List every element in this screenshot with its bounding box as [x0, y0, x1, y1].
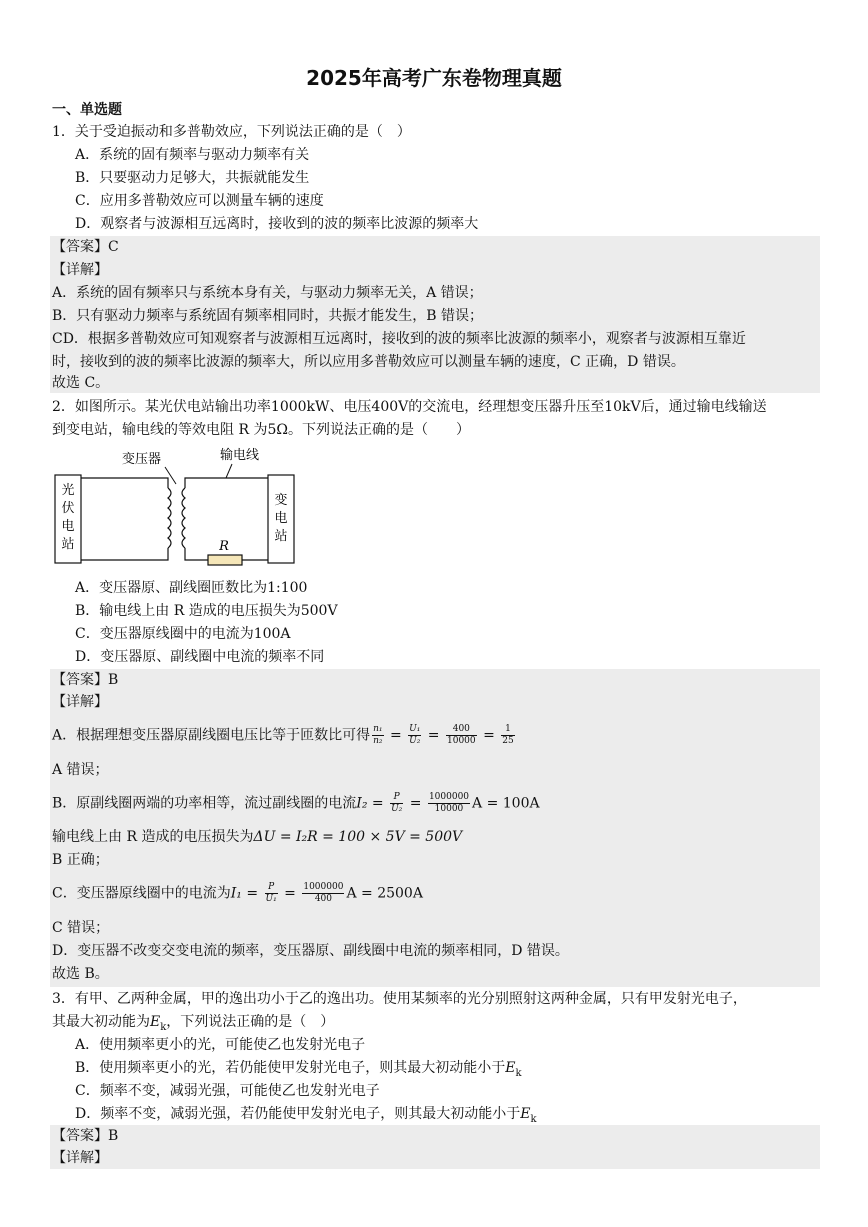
frac-den: 400	[314, 894, 332, 904]
transmission-line-label: 输电线	[220, 448, 260, 463]
q3-option-b-sub: k	[515, 1067, 522, 1079]
q2-option-c: C．变压器原线圈中的电流为100A	[75, 626, 291, 642]
q3-option-b-text: B．使用频率更小的光，若仍能使甲发射光电子，则其最大初动能小于	[75, 1060, 506, 1076]
q2-ex-b-frac-symbolic	[390, 792, 403, 815]
q2-ex-b-loss-formula: ΔU = I₂R = 100 × 5V = 500V	[253, 829, 463, 845]
frac-num: 1000000	[428, 792, 470, 802]
pv-station-char-3: 电	[61, 519, 75, 534]
secondary-wire-bottom-left	[185, 548, 208, 560]
q1-option-b: B．只要驱动力足够大，共振就能发生	[75, 170, 310, 186]
q2-ex-c-tail: A = 2500A	[346, 885, 423, 902]
q2-explanation-d: D．变压器不改变交变电流的频率，变压器原、副线圈中电流的频率相同，D 错误。	[52, 943, 569, 959]
q2-ex-b-var: I₂	[356, 795, 368, 812]
q1-explanation-cd: CD．根据多普勒效应可知观察者与波源相互远离时，接收到的波的频率比波源的频率小，观察者与波源相互靠近	[52, 331, 746, 347]
frac-num: P	[390, 792, 403, 804]
q3-option-b	[75, 1058, 522, 1084]
q2-ex-b-result: B 正确；	[52, 852, 109, 868]
q1-option-a: A．系统的固有频率与驱动力频率有关	[75, 147, 310, 163]
frac-den: 10000	[447, 736, 476, 746]
q3-stem-line1: 3．有甲、乙两种金属，甲的逸出功小于乙的逸出功。使用某频率的光分别照射这两种金属，只有甲发射光电子，	[52, 991, 747, 1007]
page-title: 2025年高考广东卷物理真题	[306, 66, 562, 90]
q2-ex-c-var: I₁	[230, 885, 242, 902]
q2-ex-a-result: A 错误；	[52, 762, 109, 778]
q1-explanation-cd-cont: 时，接收到的波的频率比波源的频率大，所以应用多普勒效应可以测量车辆的速度，C 正确，D 错误。	[52, 354, 685, 370]
q2-ex-a-text: A．根据理想变压器原副线圈电压比等于匝数比可得	[52, 727, 371, 744]
frac-num: P	[265, 882, 278, 894]
q1-detail-label: 【详解】	[52, 262, 108, 278]
frac-den: 10000	[434, 804, 464, 814]
pv-station-char-1: 光	[61, 483, 75, 498]
q3-detail-label: 【详解】	[52, 1150, 108, 1166]
q2-ex-c-frac-values	[302, 882, 344, 905]
q2-ex-b-text: B．原副线圈两端的功率相等，流过副线圈的电流	[52, 795, 357, 812]
q3-stem-post: ，下列说法正确的是（ ）	[166, 1014, 335, 1030]
q3-stem-line2	[52, 1012, 334, 1038]
q3-stem-var: E	[150, 1014, 161, 1030]
q3-option-c: C．频率不变，减弱光强，可能使乙也发射光电子	[75, 1083, 380, 1099]
q2-explanation-a: A．根据理想变压器原副线圈电压比等于匝数比可得 $\frac{\text{n₁}}{\text{n₂}}$ = $\frac{\text{U₁}}{\text{U₂}}$ = $\frac{400}{10000}$ = $\frac{1}{25}$	[52, 724, 514, 746]
q1-answer: 【答案】C	[52, 239, 119, 255]
circuit-diagram	[50, 442, 310, 572]
transmission-line-pointer	[226, 464, 232, 478]
q3-option-d-sub: k	[530, 1113, 537, 1125]
frac-num: 1000000	[303, 882, 344, 892]
primary-wire	[81, 478, 168, 488]
q3-stem-sub: k	[160, 1021, 167, 1033]
q2-conclusion: 故选 B。	[52, 966, 109, 982]
q1-conclusion: 故选 C。	[52, 375, 110, 391]
q2-explanation-c: C．变压器原线圈中的电流为I₁ = $\frac{P}{\text{U₁}}$ = $\frac{1000000}{400}$ A = 2500A	[52, 882, 423, 904]
frac-num: 1	[501, 724, 514, 736]
q2-ex-b-tail: A = 100A	[472, 795, 540, 812]
primary-coil	[168, 488, 171, 548]
q1-explanation-a: A．系统的固有频率只与系统本身有关，与驱动力频率无关，A 错误；	[52, 285, 483, 301]
q2-ex-c-text: C．变压器原线圈中的电流为	[52, 885, 231, 902]
transformer-label: 变压器	[122, 452, 162, 467]
q3-option-d-text: D．频率不变，减弱光强，若仍能使甲发射光电子，则其最大初动能小于	[75, 1106, 521, 1122]
q2-ex-a-frac-result	[501, 724, 514, 747]
q3-option-b-var: E	[505, 1060, 516, 1076]
pv-station-char-2: 伏	[61, 501, 75, 516]
q1-stem: 1．关于受迫振动和多普勒效应，下列说法正确的是（ ）	[52, 124, 411, 140]
frac-den: n₂	[373, 736, 383, 746]
q3-answer: 【答案】B	[52, 1128, 119, 1144]
frac-num: 400	[446, 724, 477, 736]
q2-ex-c-frac-symbolic	[265, 882, 278, 905]
transformer-pointer	[165, 467, 176, 484]
q2-ex-a-frac-values	[446, 724, 477, 747]
q2-option-d: D．变压器原、副线圈中电流的频率不同	[75, 649, 325, 665]
pv-station-char-4: 站	[61, 537, 75, 552]
frac-den: U₁	[265, 894, 277, 904]
q2-answer: 【答案】B	[52, 672, 119, 688]
resistor	[208, 555, 242, 565]
substation-char-1: 变	[274, 493, 288, 508]
q3-solution-block	[50, 1125, 820, 1169]
substation-char-3: 站	[274, 529, 288, 544]
secondary-coil	[182, 488, 185, 548]
q1-option-d: D．观察者与波源相互远离时，接收到的波的频率比波源的频率大	[75, 216, 479, 232]
q2-ex-b-loss	[52, 827, 462, 847]
q2-stem-line2: 到变电站，输电线的等效电阻 R 为5Ω。下列说法正确的是（ ）	[52, 422, 470, 438]
secondary-wire-top	[185, 478, 268, 488]
q2-option-b: B．输电线上由 R 造成的电压损失为500V	[75, 603, 338, 619]
frac-den: U₂	[409, 736, 421, 746]
q2-explanation-b: B．原副线圈两端的功率相等，流过副线圈的电流I₂ = $\frac{P}{\text{U₂}}$ = $\frac{1000000}{10000}$ A = 100A	[52, 792, 540, 814]
q2-ex-b-frac-values	[428, 792, 470, 815]
q3-option-d-var: E	[520, 1106, 531, 1122]
q3-stem-pre: 其最大初动能为	[52, 1014, 150, 1030]
q2-ex-a-frac-turns	[372, 724, 383, 747]
section-heading: 一、单选题	[52, 102, 122, 118]
q2-ex-a-frac-voltage	[408, 724, 421, 747]
q3-option-a: A．使用频率更小的光，可能使乙也发射光电子	[75, 1037, 366, 1053]
q2-ex-b-loss-text: 输电线上由 R 造成的电压损失为	[52, 829, 254, 845]
frac-den: U₂	[391, 804, 403, 814]
q2-ex-c-result: C 错误；	[52, 920, 110, 936]
primary-wire-bottom	[81, 548, 168, 560]
frac-den: 25	[502, 736, 514, 746]
q1-explanation-b: B．只有驱动力频率与系统固有频率相同时，共振才能发生，B 错误；	[52, 308, 484, 324]
q1-option-c: C．应用多普勒效应可以测量车辆的速度	[75, 193, 324, 209]
q2-stem-line1: 2．如图所示。某光伏电站输出功率1000kW、电压400V的交流电，经理想变压器升压至10kV后，通过输电线输送	[52, 399, 767, 415]
q2-detail-label: 【详解】	[52, 694, 108, 710]
frac-num: U₁	[409, 724, 421, 734]
q2-option-a: A．变压器原、副线圈匝数比为1:100	[75, 580, 308, 596]
resistor-label: R	[219, 539, 229, 554]
substation-char-2: 电	[274, 511, 288, 526]
frac-num: n₁	[373, 724, 383, 734]
